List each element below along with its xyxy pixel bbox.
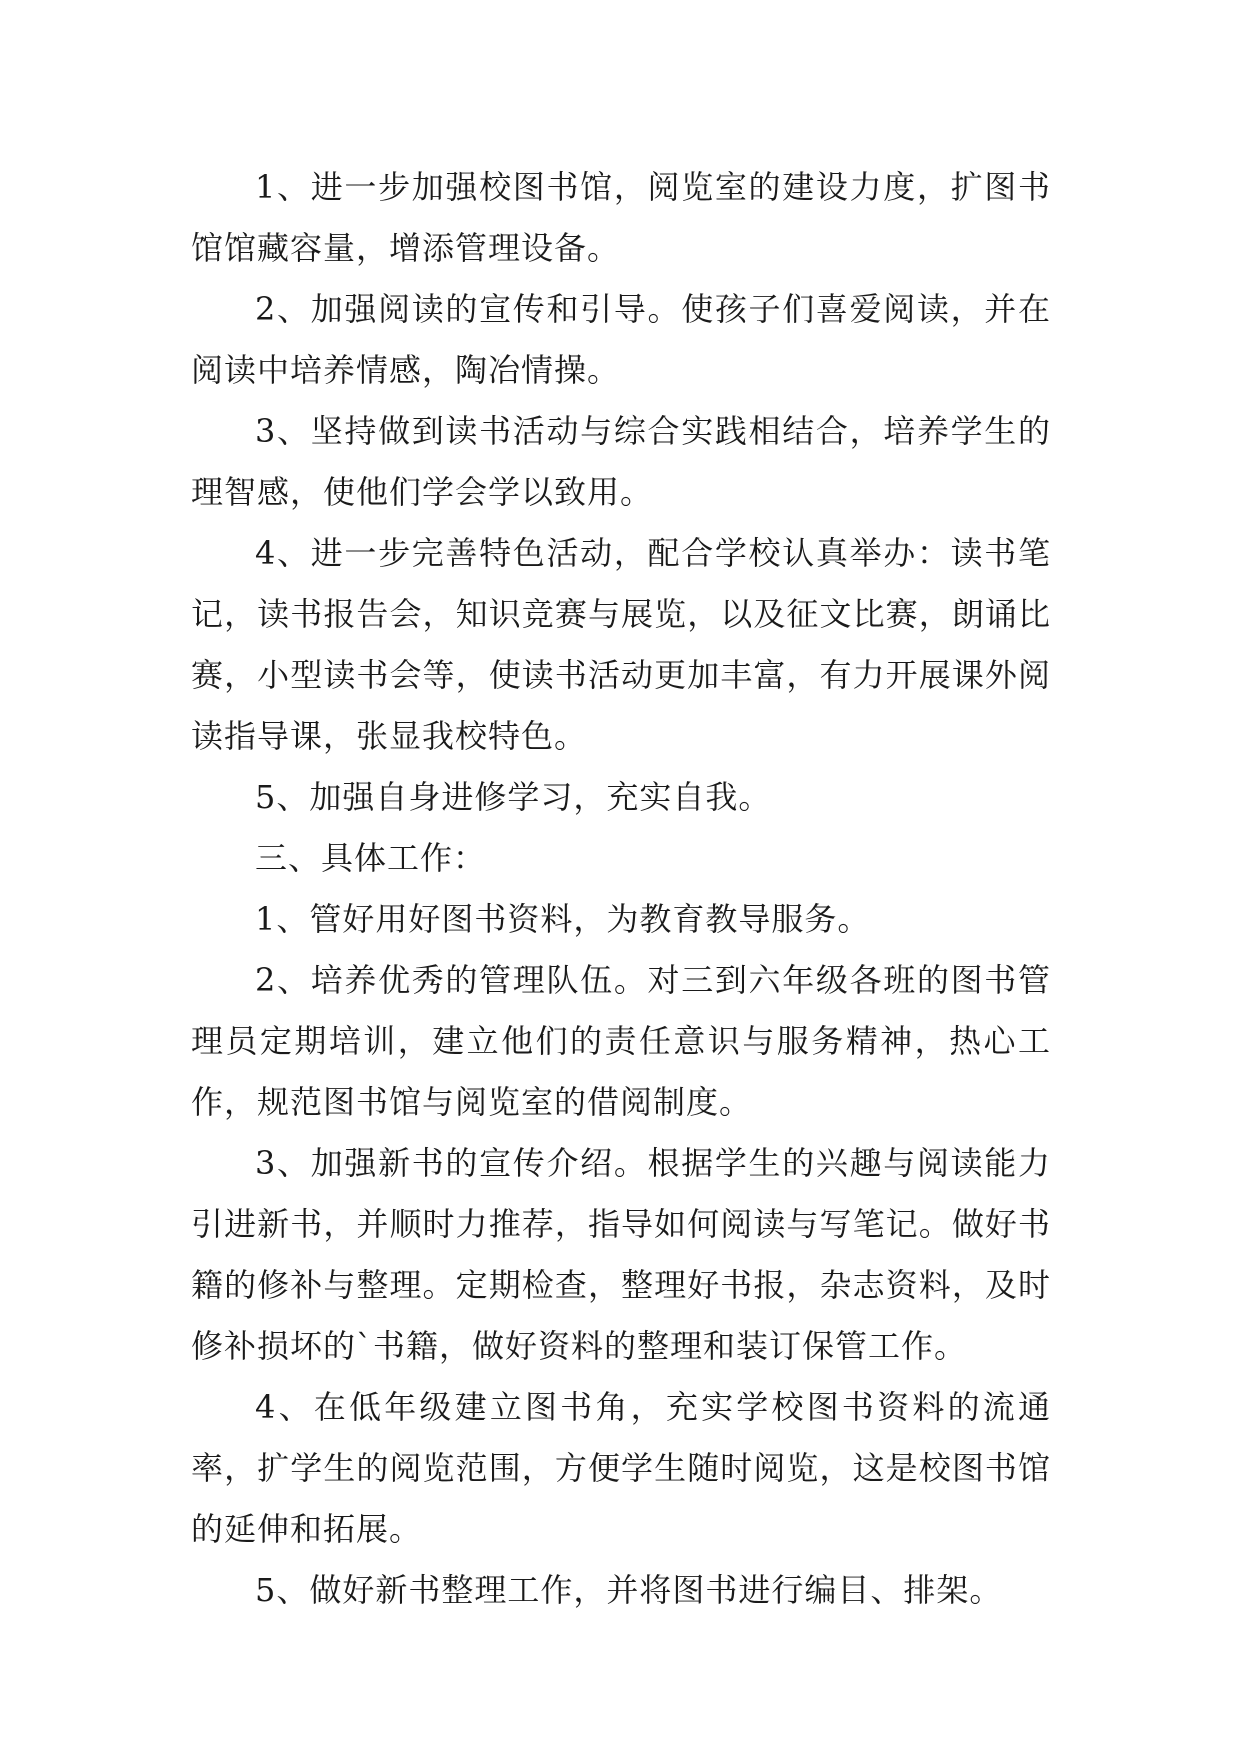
paragraph-work-3: 3、加强新书的宣传介绍。根据学生的兴趣与阅读能力引进新书，并顺时力推荐，指导如何阅读与写笔记。做好书籍的修补与整理。定期检查，整理好书报，杂志资料，及时修补损坏的`书籍，做好资料的整理和装订保管工作。 [191,1144,1051,1365]
paragraph-work-5: 5、做好新书整理工作，并将图书进行编目、排架。 [255,1571,1003,1609]
paragraph-goal-2: 2、加强阅读的宣传和引导。使孩子们喜爱阅读，并在阅读中培养情感，陶冶情操。 [191,290,1051,389]
paragraph-work-2: 2、培养优秀的管理队伍。对三到六年级各班的图书管理员定期培训，建立他们的责任意识与服务精神，热心工作，规范图书馆与阅览室的借阅制度。 [191,961,1051,1121]
document-body [191,157,1051,1621]
paragraph-goal-3: 3、坚持做到读书活动与综合实践相结合，培养学生的理智感，使他们学会学以致用。 [191,412,1051,511]
paragraph-work-1: 1、管好用好图书资料，为教育教导服务。 [255,900,871,938]
paragraph-work-4: 4、在低年级建立图书角，充实学校图书资料的流通率，扩学生的阅览范围，方便学生随时阅览，这是校图书馆的延伸和拓展。 [191,1388,1051,1548]
section-heading-specific-work: 三、具体工作： [255,839,487,877]
paragraph-goal-1: 1、进一步加强校图书馆，阅览室的建设力度，扩图书馆馆藏容量，增添管理设备。 [191,168,1051,267]
paragraph-goal-5: 5、加强自身进修学习，充实自我。 [255,778,772,816]
paragraph-goal-4: 4、进一步完善特色活动，配合学校认真举办：读书笔记，读书报告会，知识竞赛与展览，以及征文比赛，朗诵比赛，小型读书会等，使读书活动更加丰富，有力开展课外阅读指导课，张显我校特色。 [191,534,1051,755]
